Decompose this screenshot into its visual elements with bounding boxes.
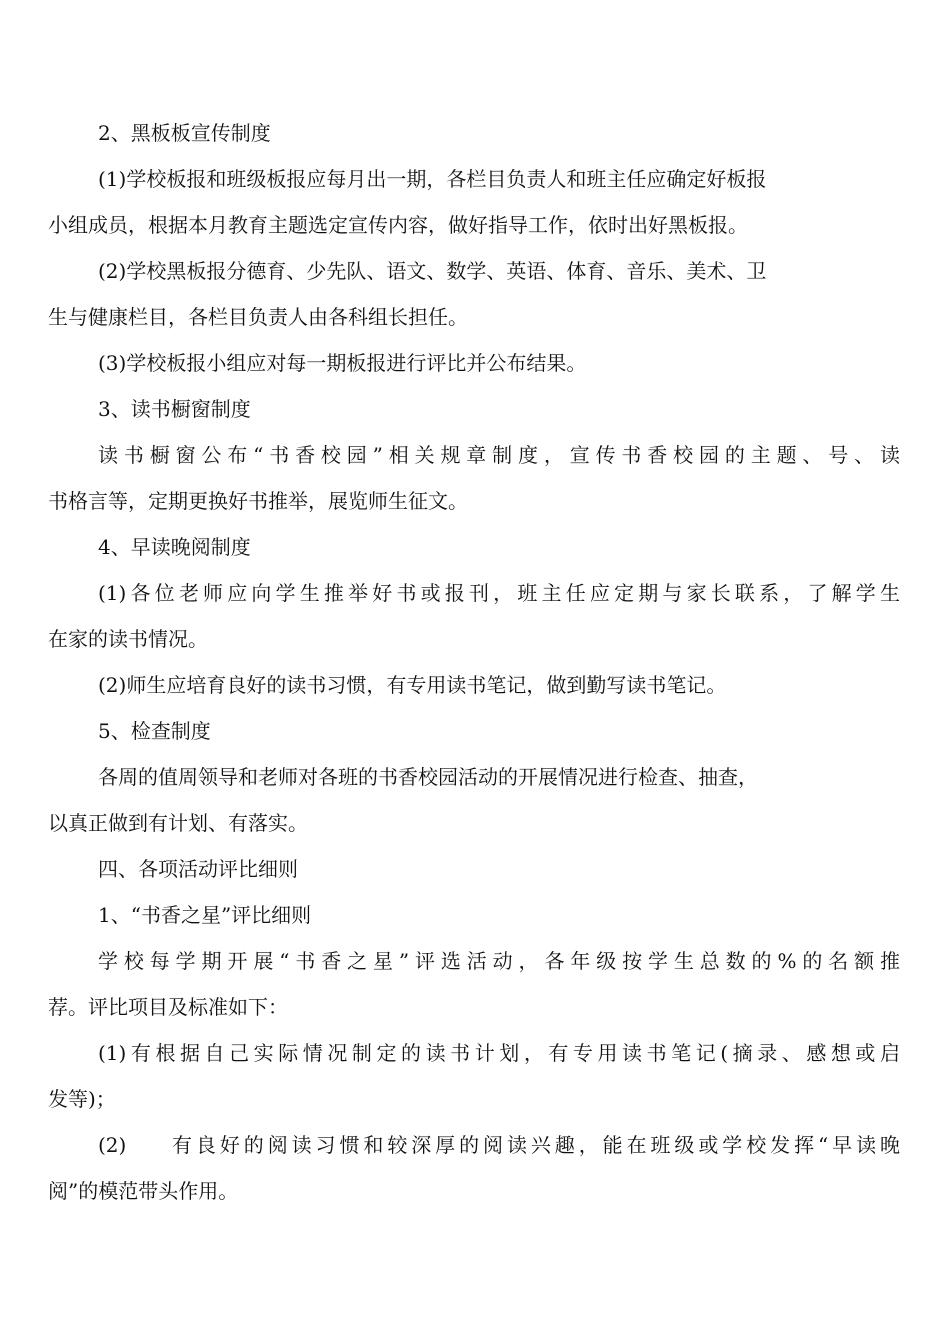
list-marker: (2) (98, 1133, 127, 1157)
heading-activity-rules: 四、各项活动评比细则 (98, 857, 298, 881)
heading-morning-reading: 4、早读晚阅制度 (98, 535, 251, 559)
heading-reading-star: 1、“书香之星”评比细则 (98, 903, 312, 927)
paragraph-line: 书格言等，定期更换好书推举，展览师生征文。 (48, 489, 468, 513)
paragraph-line: 读书橱窗公布“书香校园”相关规章制度，宣传书香校园的主题、号、读 (98, 443, 900, 467)
paragraph-line: (3)学校板报小组应对每一期板报进行评比并公布结果。 (98, 351, 587, 375)
paragraph-line: (1)学校板报和班级板报应每月出一期，各栏目负责人和班主任应确定好板报 (98, 167, 767, 191)
paragraph-line: 发等)； (48, 1087, 116, 1111)
paragraph-line: (1)各位老师应向学生推举好书或报刊，班主任应定期与家长联系，了解学生 (98, 581, 900, 605)
paragraph-line: 各周的值周领导和老师对各班的书香校园活动的开展情况进行检查、抽查， (98, 765, 758, 789)
paragraph-line: 在家的读书情况。 (48, 627, 208, 651)
paragraph-line: 荐。评比项目及标准如下： (48, 995, 288, 1019)
paragraph-line: 学校每学期开展“书香之星”评选活动，各年级按学生总数的%的名额推 (98, 949, 900, 973)
heading-inspection: 5、检查制度 (98, 719, 211, 743)
paragraph-line: (2)学校黑板报分德育、少先队、语文、数学、英语、体育、音乐、美术、卫 (98, 259, 767, 283)
paragraph-line: (1)有根据自己实际情况制定的读书计划，有专用读书笔记(摘录、感想或启 (98, 1041, 900, 1065)
paragraph-line: 有良好的阅读习惯和较深厚的阅读兴趣，能在班级或学校发挥“早读晚 (172, 1133, 900, 1157)
heading-reading-window: 3、读书橱窗制度 (98, 397, 251, 421)
paragraph-line: 阅”的模范带头作用。 (48, 1179, 239, 1203)
paragraph-line: 以真正做到有计划、有落实。 (48, 811, 308, 835)
paragraph-line: 生与健康栏目，各栏目负责人由各科组长担任。 (48, 305, 468, 329)
paragraph-line: 小组成员，根据本月教育主题选定宣传内容，做好指导工作，依时出好黑板报。 (48, 213, 748, 237)
paragraph-line: (2)师生应培育良好的读书习惯，有专用读书笔记，做到勤写读书笔记。 (98, 673, 727, 697)
heading-blackboard-system: 2、黑板板宣传制度 (98, 121, 271, 145)
